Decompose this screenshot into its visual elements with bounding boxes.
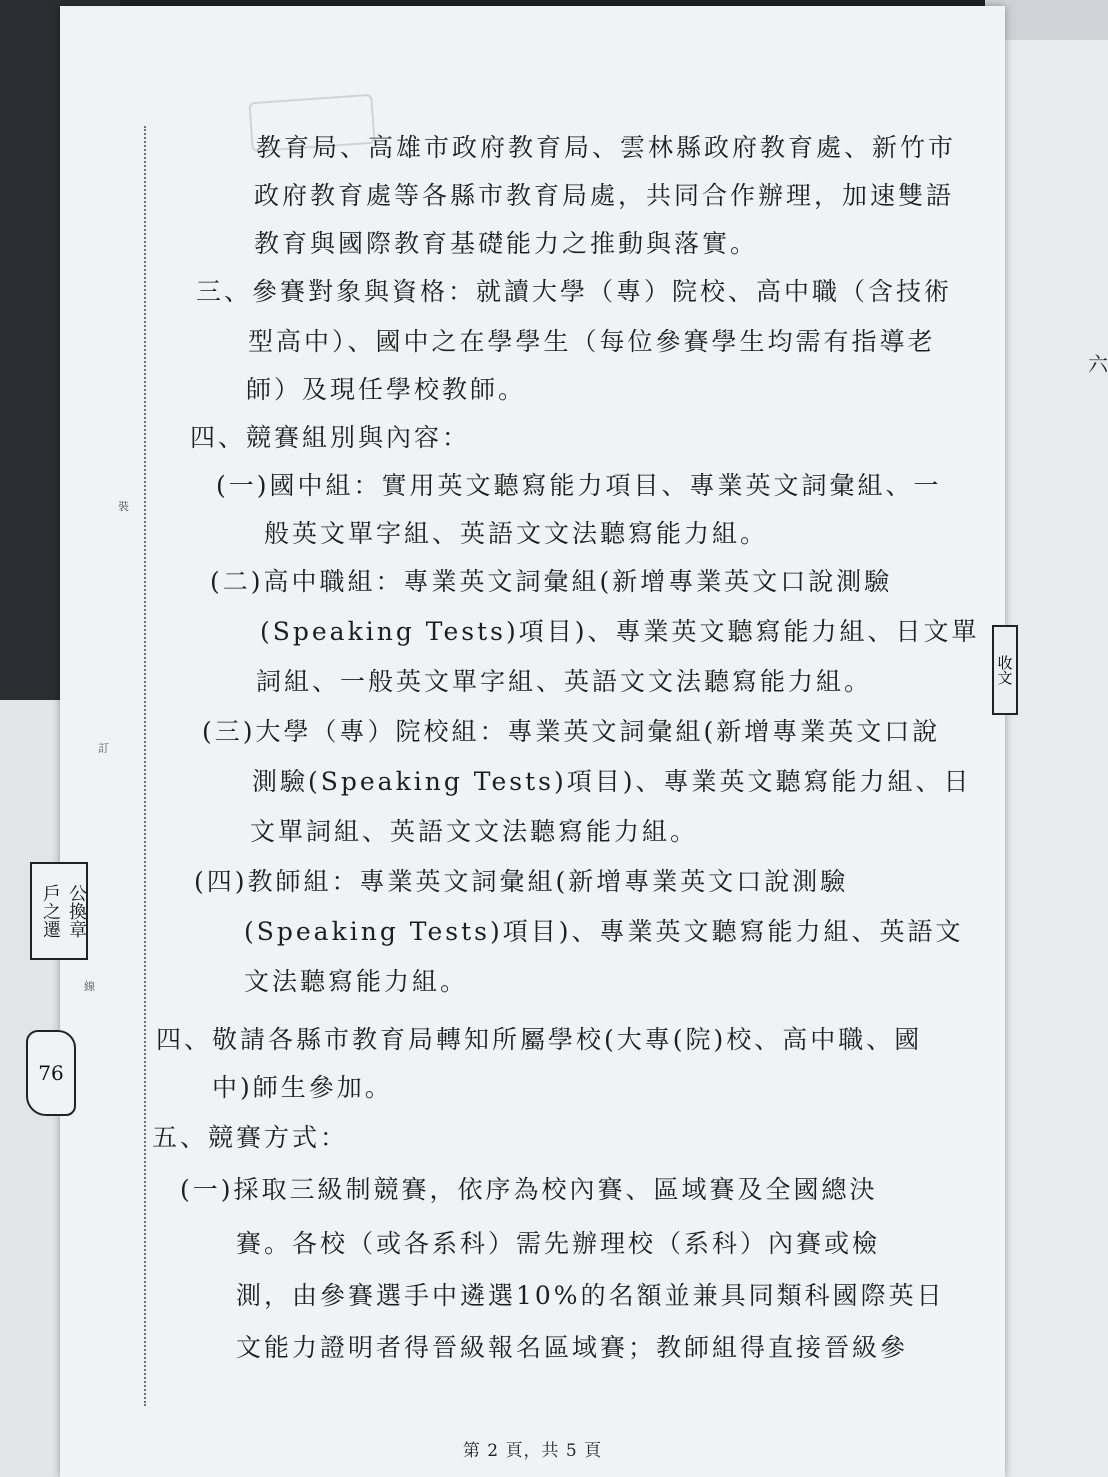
text-line: (Speaking Tests)項目)、專業英文聽寫能力組、英語文 — [244, 917, 964, 946]
list-item: (四)教師組：專業英文詞彙組(新增專業英文口說測驗 — [194, 867, 849, 896]
text-line: 賽。各校（或各系科）需先辦理校（系科）內賽或檢 — [236, 1229, 881, 1258]
text-line: 政府教育處等各縣市教育局處，共同合作辦理，加速雙語 — [254, 181, 955, 210]
side-received-stamp: 收文 — [992, 625, 1018, 715]
document-page — [60, 6, 1005, 1477]
text-line: 測，由參賽選手中遴選10%的名額並兼具同類科國際英日 — [236, 1281, 945, 1310]
seal-column-right: 公換章 — [66, 884, 87, 938]
list-item: (三)大學（專）院校組：專業英文詞彙組(新增專業英文口說 — [202, 717, 941, 746]
margin-line-mark: 線 — [84, 980, 95, 993]
text-line: 中)師生參加。 — [212, 1073, 393, 1102]
text-line: 詞組、一般英文單字組、英語文文法聽寫能力組。 — [256, 667, 873, 696]
text-line: 師）及現任學校教師。 — [246, 375, 527, 404]
section-heading: 五、競賽方式： — [152, 1123, 349, 1152]
margin-staple-mark: 訂 — [98, 742, 109, 755]
page-footer: 第 2 頁，共 5 頁 — [462, 1441, 603, 1461]
list-item: (一)國中組：實用英文聽寫能力項目、專業英文詞彙組、一 — [216, 471, 942, 500]
seal-column-left: 戶之遷 — [40, 884, 61, 938]
margin-bind-mark: 裝 — [118, 500, 129, 513]
section-heading: 三、參賽對象與資格：就讀大學（專）院校、高中職（含技術 — [196, 277, 953, 306]
text-line: (Speaking Tests)項目)、專業英文聽寫能力組、日文單 — [260, 617, 980, 646]
binding-dotted-line — [144, 126, 146, 1406]
section-heading: 四、敬請各縣市教育局轉知所屬學校(大專(院)校、高中職、國 — [156, 1025, 923, 1054]
text-line: 型高中）、國中之在學學生（每位參賽學生均需有指導老 — [248, 327, 936, 356]
list-item: (一)採取三級制競賽，依序為校內賽、區域賽及全國總決 — [180, 1175, 878, 1204]
list-item: (二)高中職組：專業英文詞彙組(新增專業英文口說測驗 — [210, 567, 893, 596]
text-line: 測驗(Speaking Tests)項目)、專業英文聽寫能力組、日 — [252, 767, 972, 796]
text-line: 教育局、高雄市政府教育局、雲林縣政府教育處、新竹市 — [256, 133, 957, 162]
text-line: 文單詞組、英語文文法聽寫能力組。 — [250, 817, 699, 846]
section-heading: 四、競賽組別與內容： — [190, 423, 471, 452]
official-seal-stamp — [30, 862, 88, 960]
text-line: 文能力證明者得晉級報名區域賽；教師組得直接晉級參 — [236, 1333, 909, 1362]
adjacent-page-char: 六 — [1088, 352, 1108, 376]
page-number-stamp: 76 — [26, 1030, 76, 1116]
text-line: 文法聽寫能力組。 — [244, 967, 469, 996]
text-line: 教育與國際教育基礎能力之推動與落實。 — [254, 229, 759, 258]
text-line: 般英文單字組、英語文文法聽寫能力組。 — [264, 519, 769, 548]
